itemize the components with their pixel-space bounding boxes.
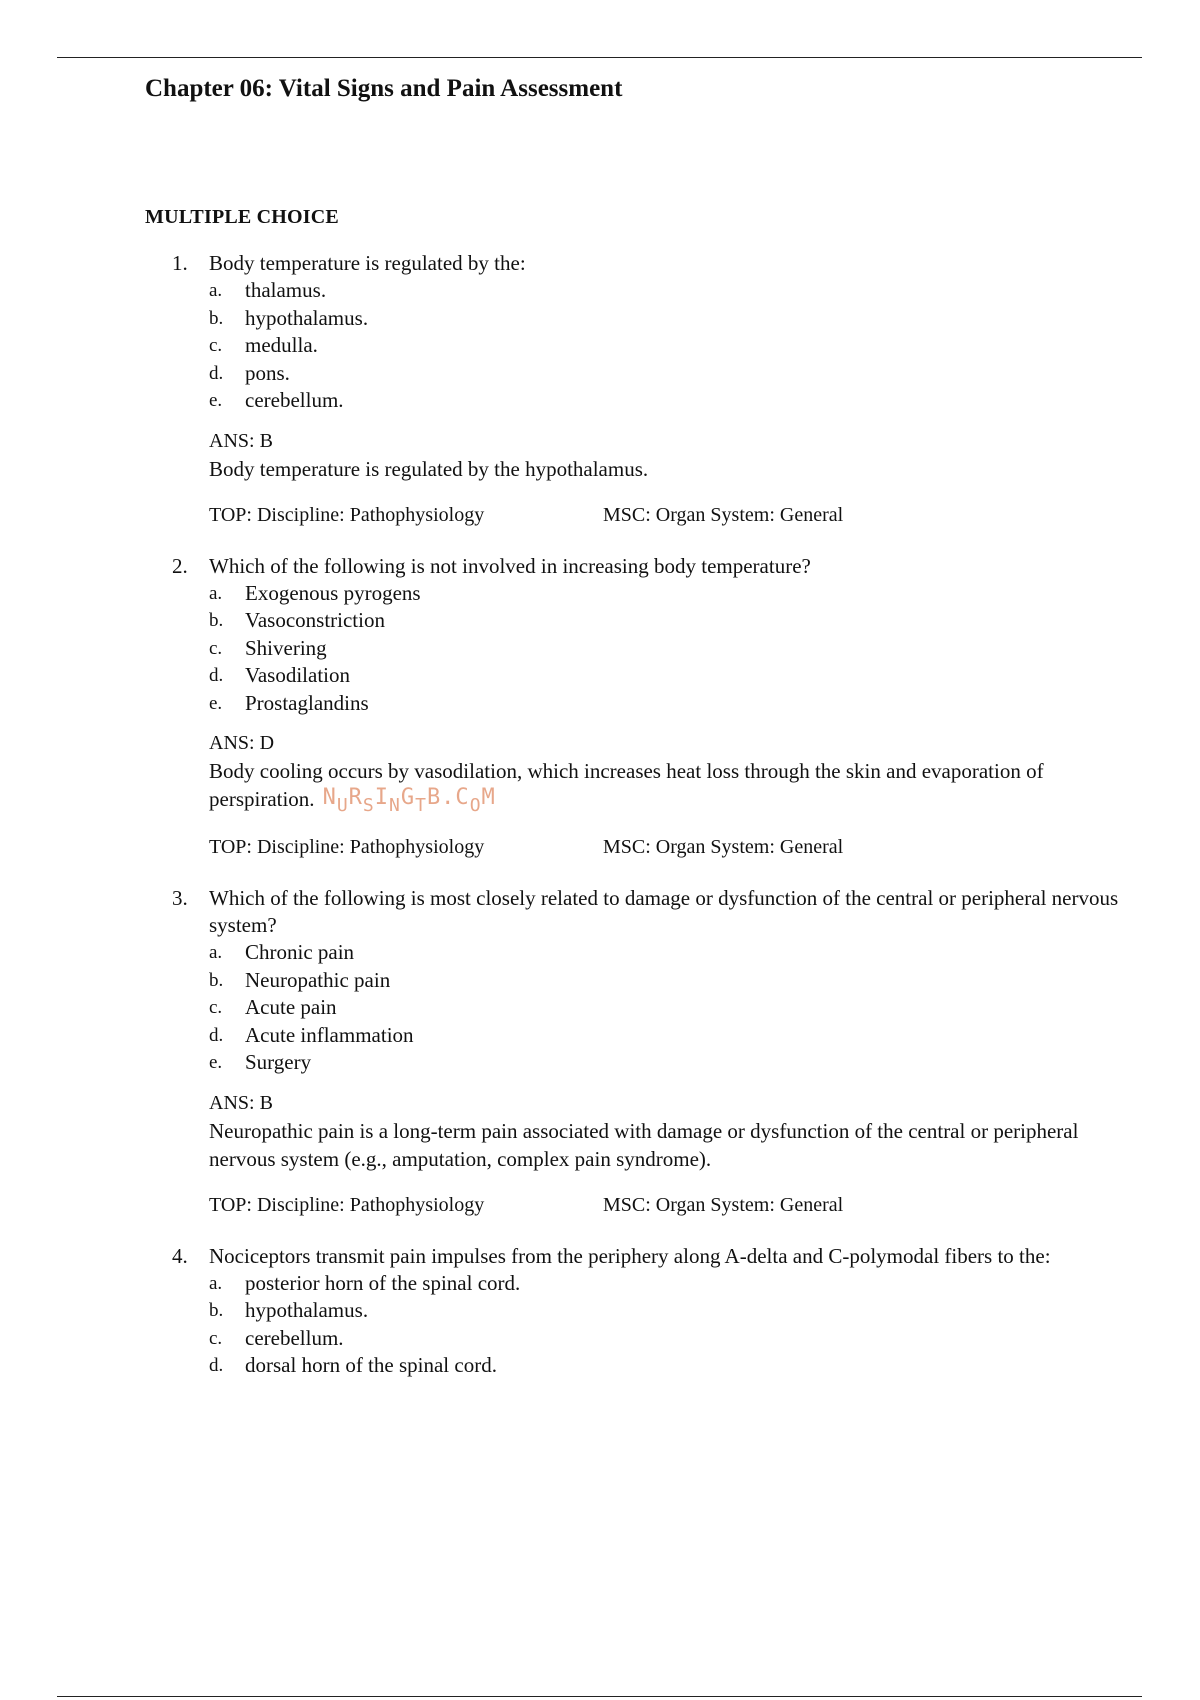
watermark-logo: $N_UR_SI_NG_TB.C_OM$	[322, 785, 496, 816]
question-stem: Nociceptors transmit pain impulses from the periphery along A-delta and C-polymodal fibers to the:	[209, 1243, 1051, 1268]
option-item	[209, 1297, 1125, 1325]
question-stem: Which of the following is most closely related to damage or dysfunction of the central or peripheral nervous system?	[209, 886, 1119, 937]
option-letter: b.	[209, 610, 224, 631]
option-letter: d.	[209, 1355, 224, 1376]
option-letter: e.	[209, 1052, 223, 1073]
rationale-text: Body cooling occurs by vasodilation, which increases heat loss through the skin and evaporation of perspiration.	[209, 759, 1044, 811]
top-rule	[57, 57, 1142, 58]
option-text: posterior horn of the spinal cord.	[245, 1270, 521, 1295]
section-heading: MULTIPLE CHOICE	[145, 206, 339, 228]
option-item	[209, 690, 1125, 718]
option-item	[209, 387, 1125, 415]
answer-block	[209, 1090, 1125, 1173]
option-letter: c.	[209, 997, 223, 1018]
msc-label: MSC: Organ System: General	[603, 836, 844, 858]
option-letter: c.	[209, 637, 223, 659]
option-item	[209, 635, 1125, 663]
chapter-title: Chapter 06: Vital Signs and Pain Assessment	[145, 75, 623, 102]
option-letter: a.	[209, 280, 223, 301]
msc-label: MSC: Organ System: General	[603, 503, 844, 526]
option-item	[209, 1325, 1125, 1353]
option-letter: c.	[209, 1327, 223, 1349]
answer-key: ANS: D	[209, 732, 275, 754]
option-letter: d.	[209, 665, 224, 686]
question-number: 1.	[172, 251, 188, 275]
question-number: 3.	[172, 886, 188, 910]
option-letter: e.	[209, 390, 223, 411]
question-meta	[209, 1192, 1125, 1219]
option-list	[209, 277, 1125, 415]
option-text: cerebellum.	[245, 388, 344, 412]
option-letter: a.	[209, 582, 223, 604]
option-item	[209, 1049, 1125, 1077]
topic-label: TOP: Discipline: Pathophysiology	[209, 503, 485, 526]
bottom-rule	[57, 1696, 1142, 1697]
question-number: 4.	[172, 1243, 188, 1268]
rationale: Body temperature is regulated by the hypothalamus.	[209, 456, 649, 481]
question-stem: Body temperature is regulated by the:	[209, 251, 526, 275]
rationale	[209, 757, 1125, 815]
question-4	[145, 1243, 1125, 1380]
option-item	[209, 662, 1125, 690]
option-item	[209, 277, 1125, 305]
option-list	[209, 1270, 1125, 1380]
option-letter: b.	[209, 1300, 224, 1321]
answer-key: ANS: B	[209, 429, 273, 452]
option-text: Chronic pain	[245, 940, 355, 964]
option-item	[209, 332, 1125, 360]
option-text: medulla.	[245, 333, 318, 357]
option-text: Surgery	[245, 1050, 312, 1074]
option-text: hypothalamus.	[245, 1298, 369, 1322]
answer-block	[209, 428, 1125, 483]
option-list	[209, 580, 1125, 718]
answer-key: ANS: B	[209, 1091, 273, 1114]
question-2	[145, 553, 1125, 862]
topic-label: TOP: Discipline: Pathophysiology	[209, 1193, 485, 1216]
question-meta	[209, 502, 1125, 529]
option-letter: c.	[209, 335, 223, 356]
option-text: cerebellum.	[245, 1325, 344, 1350]
question-stem: Which of the following is not involved in increasing body temperature?	[209, 553, 811, 578]
option-text: hypothalamus.	[245, 305, 369, 330]
answer-block	[209, 730, 1125, 815]
option-text: Shivering	[245, 635, 327, 660]
option-item	[209, 360, 1125, 388]
option-text: Vasodilation	[245, 663, 350, 687]
question-list	[145, 250, 1125, 1380]
option-letter: b.	[209, 307, 224, 329]
option-item	[209, 994, 1125, 1022]
topic-label: TOP: Discipline: Pathophysiology	[209, 836, 485, 858]
option-letter: b.	[209, 969, 224, 991]
option-text: Acute inflammation	[245, 1022, 414, 1047]
option-text: Neuropathic pain	[245, 967, 391, 992]
document-body	[145, 72, 1125, 1380]
question-meta	[209, 834, 1125, 861]
option-item	[209, 580, 1125, 608]
option-text: Exogenous pyrogens	[245, 580, 421, 605]
question-3	[145, 885, 1125, 1219]
option-text: Prostaglandins	[245, 690, 369, 715]
option-item	[209, 1352, 1125, 1380]
option-item	[209, 305, 1125, 333]
option-item	[209, 1022, 1125, 1050]
option-list	[209, 939, 1125, 1077]
option-letter: d.	[209, 362, 224, 384]
question-number: 2.	[172, 553, 188, 578]
option-item	[209, 1270, 1125, 1298]
option-text: thalamus.	[245, 278, 327, 302]
option-text: Acute pain	[245, 995, 337, 1019]
option-item	[209, 939, 1125, 967]
option-item	[209, 967, 1125, 995]
option-letter: a.	[209, 1272, 223, 1294]
option-letter: e.	[209, 692, 223, 714]
msc-label: MSC: Organ System: General	[603, 1193, 844, 1216]
option-text: dorsal horn of the spinal cord.	[245, 1353, 497, 1377]
option-text: pons.	[245, 360, 290, 385]
option-text: Vasoconstriction	[245, 608, 385, 632]
option-letter: a.	[209, 942, 223, 963]
rationale: Neuropathic pain is a long-term pain associated with damage or dysfunction of the central or peripheral nervous system (e.g., amputation, complex pain syndrome).	[209, 1118, 1079, 1171]
option-item	[209, 607, 1125, 635]
option-letter: d.	[209, 1024, 224, 1046]
question-1	[145, 250, 1125, 529]
